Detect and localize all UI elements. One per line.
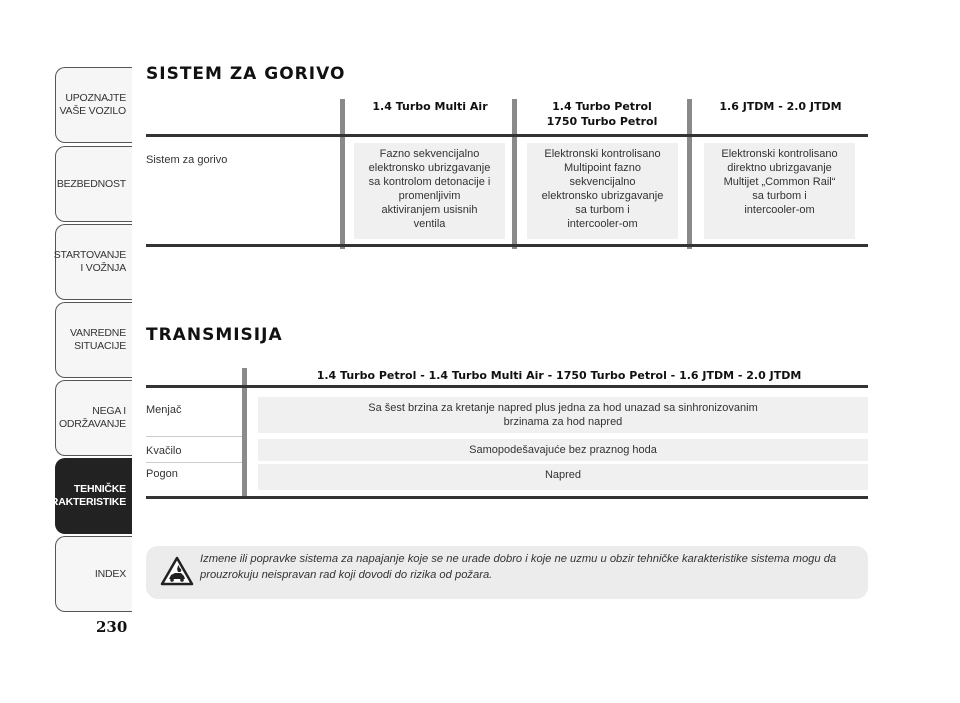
tab-bezbednost[interactable]	[55, 146, 132, 222]
transmission-cell: Napred	[258, 464, 868, 490]
row-divider	[146, 436, 242, 437]
transmission-row-label: Menjač	[146, 404, 182, 416]
tab-label: VANREDNE SITUACIJE	[70, 327, 126, 352]
tab-label: STARTOVANJE I VOŽNJA	[53, 249, 126, 274]
fuel-cell-2: Elektronski kontrolisano Multipoint fazno sekvencijalno elektronsko ubrizgavanje sa turbom i intercooler-om	[527, 143, 678, 239]
transmission-header: 1.4 Turbo Petrol - 1.4 Turbo Multi Air - 1750 Turbo Petrol - 1.6 JTDM - 2.0 JTDM	[316, 369, 802, 382]
table-bottom-rule	[146, 244, 868, 247]
fuel-cell-3: Elektronski kontrolisano direktno ubrizgavanje Multijet „Common Rail“ sa turbom i intercooler-om	[704, 143, 855, 239]
warning-text: Izmene ili popravke sistema za napajanje koje se ne urade dobro i koje ne uzmu u obzir tehničke karakteristike sistema mogu da prouzrokuju neispravan rad koji dovodi do rizika od požara.	[200, 553, 837, 581]
tab-upoznajte[interactable]	[55, 67, 132, 143]
tab-label: BEZBEDNOST	[56, 177, 126, 190]
tab-label: TEHNIČKE KARAKTERISTIKE	[36, 483, 126, 508]
table-top-rule	[146, 134, 868, 137]
tab-index[interactable]	[55, 536, 132, 612]
fuel-col-header-2: 1.4 Turbo Petrol 1750 Turbo Petrol	[546, 100, 658, 128]
warning-note	[146, 546, 868, 599]
tab-label: UPOZNAJTE VAŠE VOZILO	[59, 92, 126, 117]
tab-tehnicke[interactable]	[36, 458, 132, 534]
transmission-section-title: TRANSMISIJA	[146, 325, 283, 345]
warning-car-fire-icon	[160, 556, 194, 586]
tab-nega[interactable]	[55, 380, 132, 456]
column-divider	[340, 99, 345, 249]
column-divider	[512, 99, 517, 249]
fuel-col-header-3: 1.6 JTDM - 2.0 JTDM	[719, 100, 842, 113]
table-bottom-rule	[146, 496, 868, 499]
fuel-section-title: SISTEM ZA GORIVO	[146, 64, 346, 84]
column-divider	[687, 99, 692, 249]
fuel-row-label: Sistem za gorivo	[146, 154, 228, 166]
transmission-row-label: Kvačilo	[146, 445, 182, 457]
tab-vanredne[interactable]	[55, 302, 132, 378]
table-top-rule	[146, 385, 868, 388]
transmission-cell: Sa šest brzina za kretanje napred plus jedna za hod unazad sa sinhronizovanim brzinama za hod napred	[258, 397, 868, 433]
fuel-cell-1: Fazno sekvencijalno elektronsko ubrizgavanje sa kontrolom detonacije i promenljivim aktiviranjem usisnih ventila	[354, 143, 505, 239]
page-number: 230	[96, 618, 128, 636]
fuel-col-header-1: 1.4 Turbo Multi Air	[372, 100, 488, 113]
transmission-cell: Samopodešavajuće bez praznog hoda	[258, 439, 868, 461]
row-divider	[146, 462, 242, 463]
tab-label: NEGA I ODRŽAVANJE	[58, 405, 126, 430]
transmission-row-label: Pogon	[146, 468, 178, 480]
tab-startovanje[interactable]	[55, 224, 132, 300]
tab-label: INDEX	[94, 567, 126, 580]
